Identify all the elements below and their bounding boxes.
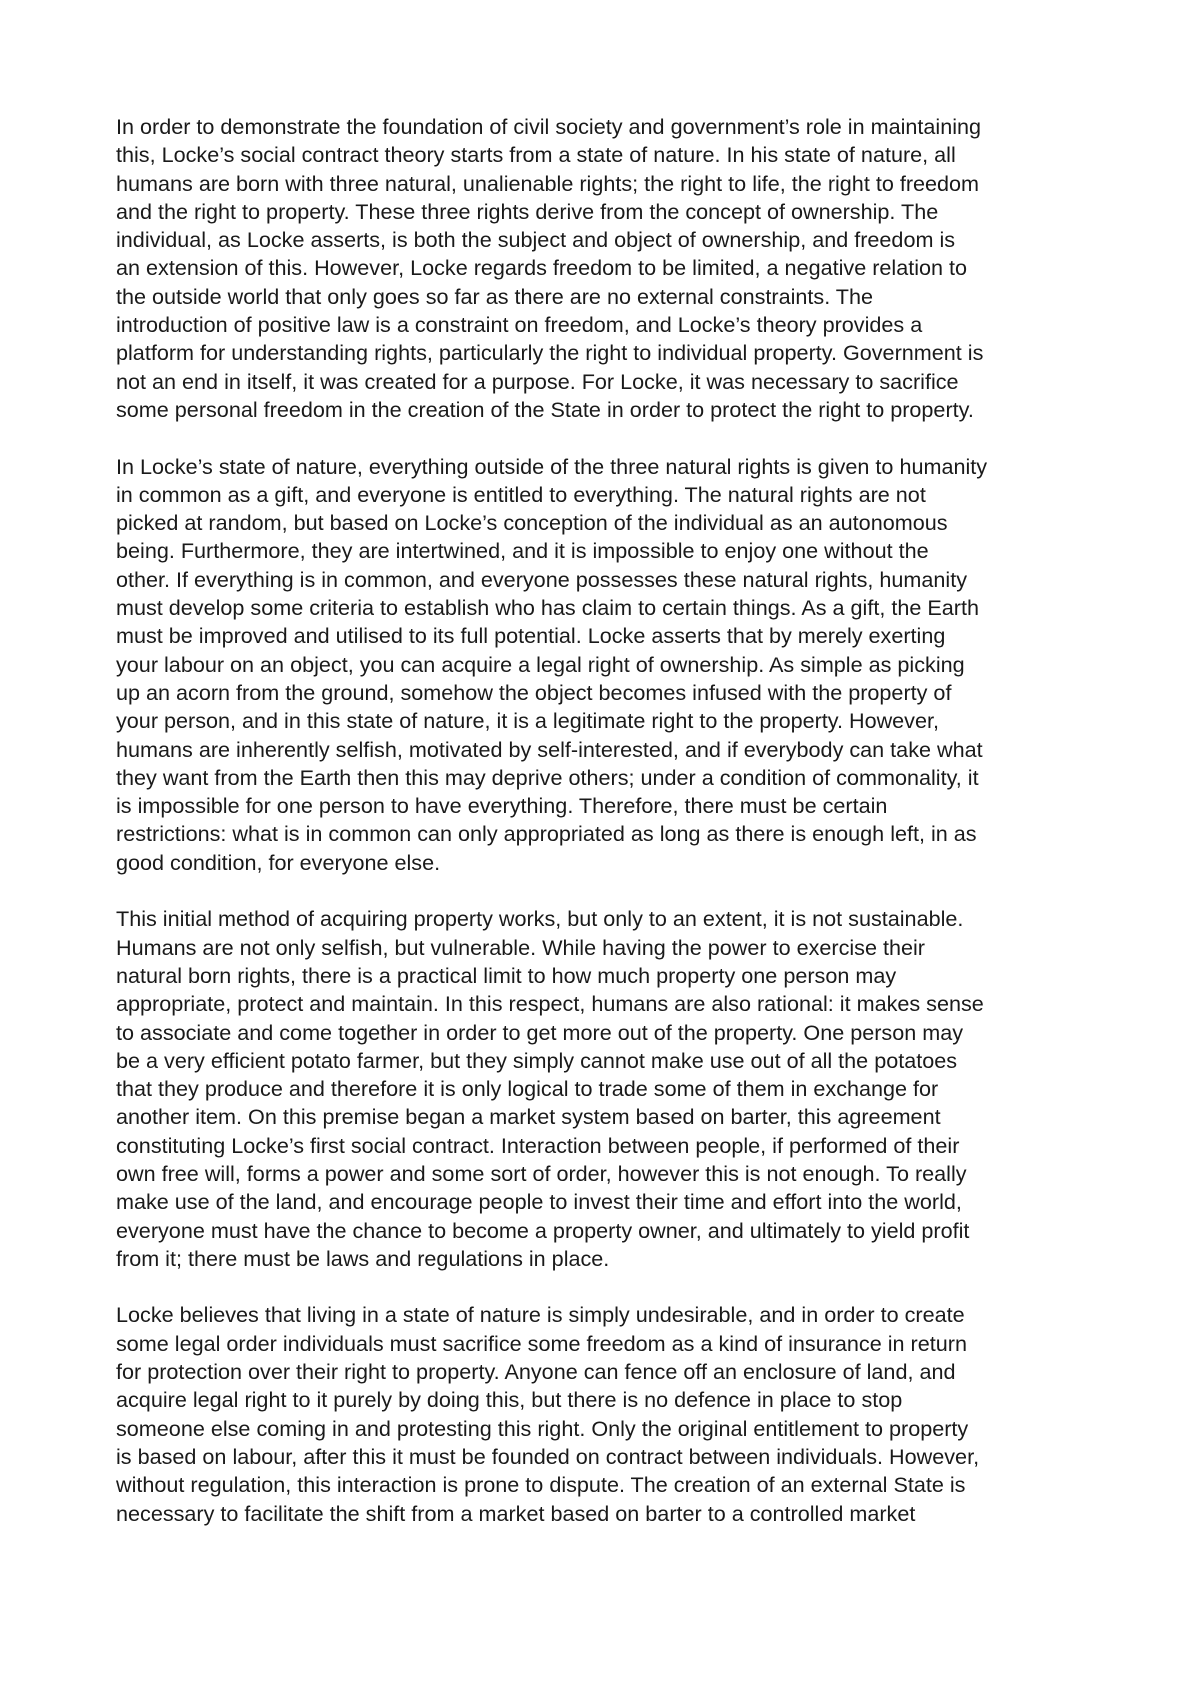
paragraph-4: [116, 1301, 1096, 1527]
text-line: necessary to facilitate the shift from a market based on barter to a controlled market: [116, 1500, 916, 1526]
text-line: make use of the land, and encourage people to invest their time and effort into the world,: [116, 1189, 962, 1215]
text-line: without regulation, this interaction is prone to dispute. The creation of an external State is: [116, 1472, 966, 1498]
text-line: your labour on an object, you can acquire a legal right of ownership. As simple as picking: [116, 651, 965, 677]
text-line: your person, and in this state of nature, it is a legitimate right to the property. However,: [116, 708, 939, 734]
text-line: and the right to property. These three rights derive from the concept of ownership. The: [116, 198, 939, 224]
text-line: some personal freedom in the creation of the State in order to protect the right to property.: [116, 396, 974, 422]
text-line: be a very efficient potato farmer, but they simply cannot make use out of all the potatoes: [116, 1047, 958, 1073]
text-line: to associate and come together in order to get more out of the property. One person may: [116, 1019, 964, 1045]
text-line: other. If everything is in common, and everyone possesses these natural rights, humanity: [116, 566, 968, 592]
text-line: that they produce and therefore it is only logical to trade some of them in exchange for: [116, 1076, 939, 1102]
paragraph-2: [116, 453, 1096, 877]
text-line: constituting Locke’s first social contract. Interaction between people, if performed of their: [116, 1132, 960, 1158]
text-line: being. Furthermore, they are intertwined, and it is impossible to enjoy one without the: [116, 538, 929, 564]
text-line: own free will, forms a power and some sort of order, however this is not enough. To really: [116, 1160, 967, 1186]
text-line: natural born rights, there is a practical limit to how much property one person may: [116, 962, 897, 988]
text-line: in common as a gift, and everyone is entitled to everything. The natural rights are not: [116, 481, 926, 507]
text-line: the outside world that only goes so far as there are no external constraints. The: [116, 283, 874, 309]
text-line: restrictions: what is in common can only appropriated as long as there is enough left, in as: [116, 821, 977, 847]
text-line: introduction of positive law is a constraint on freedom, and Locke’s theory provides a: [116, 312, 923, 338]
text-line: This initial method of acquiring property works, but only to an extent, it is not sustainable.: [116, 906, 964, 932]
text-line: from it; there must be laws and regulations in place.: [116, 1245, 610, 1271]
text-line: humans are inherently selfish, motivated by self-interested, and if everybody can take what: [116, 736, 983, 762]
text-line: someone else coming in and protesting this right. Only the original entitlement to property: [116, 1415, 969, 1441]
text-line: Humans are not only selfish, but vulnerable. While having the power to exercise their: [116, 934, 925, 960]
text-line: another item. On this premise began a market system based on barter, this agreement: [116, 1104, 941, 1130]
text-line: In Locke’s state of nature, everything outside of the three natural rights is given to humanity: [116, 453, 988, 479]
text-line: an extension of this. However, Locke regards freedom to be limited, a negative relation to: [116, 255, 968, 281]
text-line: In order to demonstrate the foundation of civil society and government’s role in maintaining: [116, 114, 982, 139]
text-line: must be improved and utilised to its full potential. Locke asserts that by merely exerting: [116, 623, 946, 649]
text-line: must develop some criteria to establish who has claim to certain things. As a gift, the Earth: [116, 595, 979, 621]
text-line: appropriate, protect and maintain. In this respect, humans are also rational: it makes sense: [116, 991, 984, 1017]
text-line: humans are born with three natural, unalienable rights; the right to life, the right to freedom: [116, 170, 980, 196]
paragraph-3: [116, 905, 1096, 1273]
text-line: this, Locke’s social contract theory starts from a state of nature. In his state of nature, all: [116, 142, 956, 168]
text-line: Locke believes that living in a state of nature is simply undesirable, and in order to create: [116, 1302, 965, 1328]
text-line: is impossible for one person to have everything. Therefore, there must be certain: [116, 793, 888, 819]
text-line: platform for understanding rights, particularly the right to individual property. Government is: [116, 340, 984, 366]
text-line: they want from the Earth then this may deprive others; under a condition of commonality, it: [116, 764, 979, 790]
text-line: everyone must have the chance to become a property owner, and ultimately to yield profit: [116, 1217, 970, 1243]
text-line: individual, as Locke asserts, is both the subject and object of ownership, and freedom is: [116, 227, 956, 253]
text-line: some legal order individuals must sacrifice some freedom as a kind of insurance in return: [116, 1330, 967, 1356]
text-line: is based on labour, after this it must be founded on contract between individuals. However,: [116, 1443, 980, 1469]
text-line: good condition, for everyone else.: [116, 849, 441, 875]
document-body: [116, 113, 1096, 1556]
text-line: picked at random, but based on Locke’s conception of the individual as an autonomous: [116, 510, 948, 536]
text-line: acquire legal right to it purely by doing this, but there is no defence in place to stop: [116, 1387, 903, 1413]
text-line: not an end in itself, it was created for a purpose. For Locke, it was necessary to sacrifice: [116, 368, 959, 394]
text-line: up an acorn from the ground, somehow the object becomes infused with the property of: [116, 679, 952, 705]
text-line: for protection over their right to property. Anyone can fence off an enclosure of land, and: [116, 1359, 956, 1385]
paragraph-1: [116, 113, 1096, 424]
